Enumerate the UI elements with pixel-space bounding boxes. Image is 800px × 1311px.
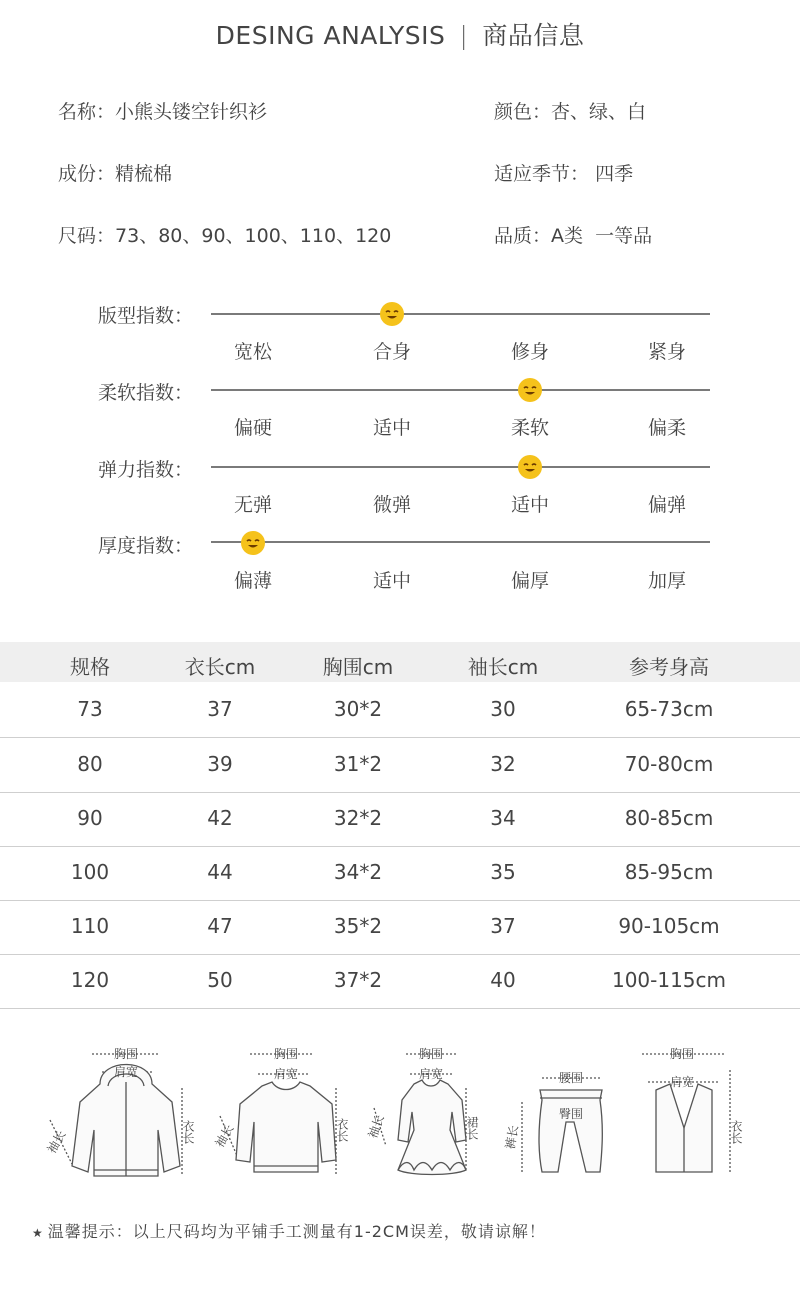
scale-thickness-option: 偏薄 [233,570,272,592]
scale-elasticity-option: 偏弹 [647,494,686,516]
scale-fit-option: 紧身 [647,341,686,363]
figure-pants-hip-label: 臀围 [558,1107,584,1121]
table-cell: 65-73cm [624,697,714,721]
table-cell: 85-95cm [624,860,714,884]
table-cell: 73 [77,697,103,721]
figure-jacket-shoulder-label: 肩宽 [113,1065,139,1079]
hooded-jacket-icon [40,1042,200,1182]
scale-elasticity-label: 弹力指数： [98,459,194,481]
figure-pants-waist-label: 腰围 [558,1071,584,1085]
table-cell: 30 [490,697,516,721]
header-english: DESING ANALYSIS [215,21,446,50]
table-cell: 40 [490,968,516,992]
figure-sweater [214,1042,364,1186]
figure-sweater-chest-label: 胸围 [273,1047,299,1061]
figure-jacket-chest-label: 胸围 [113,1047,139,1061]
info-name [58,97,267,124]
table-cell: 39 [207,752,233,776]
smiley-marker-icon [517,377,543,403]
smiley-marker-icon [379,301,405,327]
scale-elasticity-track [211,466,710,468]
table-cell: 30*2 [333,697,383,721]
table-row [0,846,800,901]
table-cell: 50 [207,968,233,992]
info-name-value: 小熊头镂空针织衫 [115,101,268,123]
figure-vest-length-label: 衣长 [729,1120,743,1144]
table-cell: 90-105cm [618,914,720,938]
size-table-header [0,642,800,682]
figure-jacket-sleeve-label: 袖长 [44,1128,69,1156]
scale-softness-track [211,389,710,391]
table-cell: 70-80cm [624,752,714,776]
figure-dress-sleeve-label: 袖长 [365,1112,387,1141]
table-cell: 110 [70,914,110,938]
table-row [0,683,800,738]
table-cell: 42 [207,806,233,830]
figure-jacket-length-label: 衣长 [181,1120,195,1144]
table-cell: 37 [207,697,233,721]
info-quality-value: A类 一等品 [551,225,653,247]
info-color-value: 杏、绿、白 [551,101,647,123]
scale-fit-option: 修身 [510,341,549,363]
scale-elasticity-option: 微弹 [372,494,411,516]
figure-vest-shoulder-label: 肩宽 [669,1075,695,1089]
column-header: 参考身高 [629,655,709,679]
table-cell: 100-115cm [611,968,727,992]
scale-fit-option: 合身 [372,341,411,363]
figure-dress-shoulder-label: 肩宽 [418,1067,444,1081]
info-size [58,221,391,248]
scale-thickness-option: 适中 [372,570,411,592]
table-cell: 37*2 [333,968,383,992]
scale-thickness-track [211,541,710,543]
info-fabric [58,159,172,186]
info-season-label: 适应季节： [494,163,590,185]
smiley-marker-icon [240,530,266,556]
info-size-value: 73、80、90、100、110、120 [115,225,392,247]
column-header: 规格 [70,655,110,679]
scale-elasticity-option: 适中 [510,494,549,516]
size-note-text: 温馨提示：以上尺码均为平铺手工测量有1-2CM误差，敬请谅解！ [47,1222,546,1241]
info-name-label: 名称： [58,101,116,123]
smiley-marker-icon [517,454,543,480]
figure-sweater-length-label: 衣长 [335,1118,349,1142]
figure-dress [365,1042,500,1186]
figure-sweater-shoulder-label: 肩宽 [273,1067,299,1081]
info-size-label: 尺码： [58,225,116,247]
table-cell: 80 [77,752,103,776]
scale-softness-option: 柔软 [510,417,549,439]
table-cell: 35*2 [333,914,383,938]
table-cell: 31*2 [333,752,383,776]
info-color [494,97,646,124]
scale-thickness-label: 厚度指数： [98,535,194,557]
figure-dress-length-label: 裙长 [465,1116,479,1140]
header-separator: | [459,21,469,50]
figure-vest [632,1042,752,1186]
figure-vest-chest-label: 胸围 [669,1047,695,1061]
column-header: 袖长cm [467,655,539,679]
figure-pants-length-label: 裤长 [503,1124,522,1151]
scale-softness-option: 适中 [372,417,411,439]
table-row [0,900,800,955]
sweater-icon [214,1042,364,1182]
page-header [0,16,800,52]
table-cell: 90 [77,806,103,830]
info-fabric-label: 成份： [58,163,116,185]
table-row [0,954,800,1009]
table-cell: 47 [207,914,233,938]
table-row [0,738,800,793]
info-quality [494,221,652,248]
info-color-label: 颜色： [494,101,552,123]
info-quality-label: 品质： [494,225,552,247]
table-cell: 32 [490,752,516,776]
dress-icon [365,1042,500,1182]
scale-elasticity-option: 无弹 [233,494,272,516]
scale-softness-label: 柔软指数： [98,382,194,404]
scale-fit-track [211,313,710,315]
vest-icon [632,1042,752,1182]
size-note [32,1219,546,1242]
table-cell: 100 [70,860,110,884]
pants-icon [503,1042,618,1182]
figure-dress-chest-label: 胸围 [418,1047,444,1061]
table-cell: 37 [490,914,516,938]
scale-fit-label: 版型指数： [98,305,194,327]
scale-thickness-option: 偏厚 [510,570,549,592]
scale-thickness-option: 加厚 [647,570,686,592]
header-chinese: 商品信息 [482,21,585,50]
column-header: 衣长cm [184,655,256,679]
column-header: 胸围cm [322,655,394,679]
figure-sweater-sleeve-label: 袖长 [212,1122,237,1150]
table-row [0,792,800,847]
info-season [494,159,633,186]
star-icon: ★ [32,1226,44,1240]
table-cell: 35 [490,860,516,884]
table-cell: 44 [207,860,233,884]
figure-jacket [40,1042,200,1186]
table-cell: 80-85cm [624,806,714,830]
table-cell: 34 [490,806,516,830]
info-fabric-value: 精梳棉 [115,163,173,185]
info-season-value: 四季 [595,163,634,185]
table-cell: 120 [70,968,110,992]
scale-softness-option: 偏柔 [647,417,686,439]
table-cell: 32*2 [333,806,383,830]
table-cell: 34*2 [333,860,383,884]
scale-fit-option: 宽松 [233,341,272,363]
figure-pants [503,1042,618,1186]
scale-softness-option: 偏硬 [233,417,272,439]
